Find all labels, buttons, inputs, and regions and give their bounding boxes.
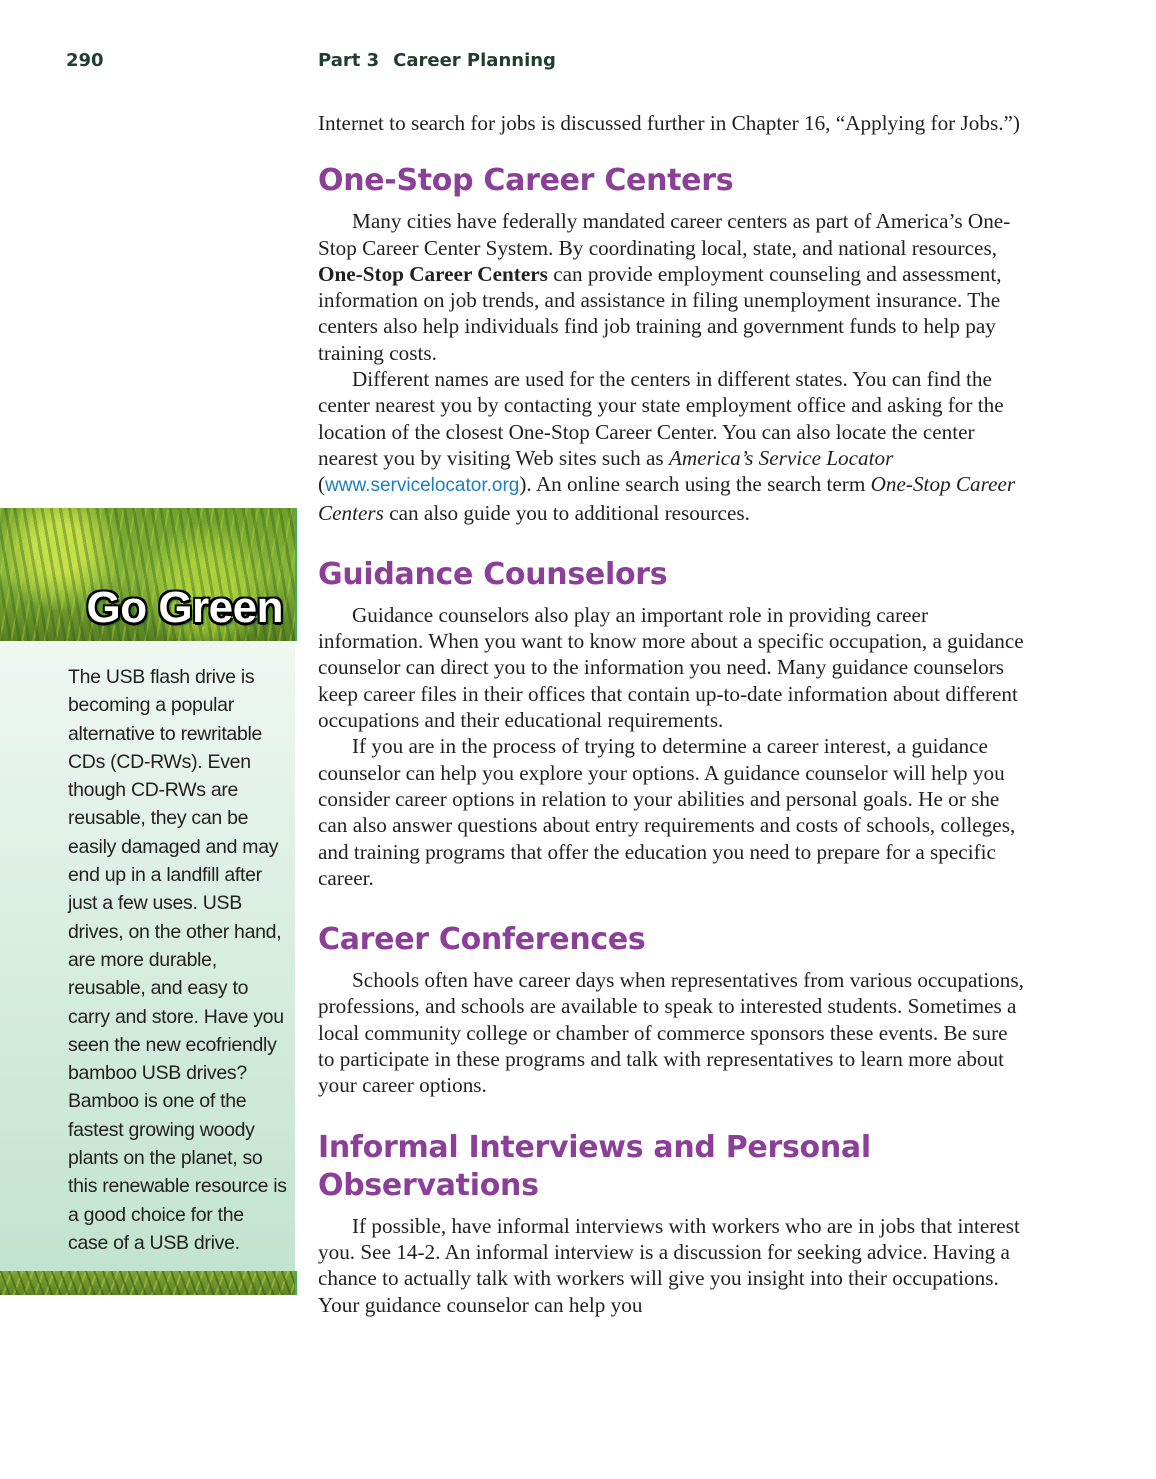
italic-term: America’s Service Locator <box>668 445 894 470</box>
paragraph: Schools often have career days when representatives from various occupations, professions, and schools are available to speak to interested students. Sometimes a local community college or chamber of commerce sponsors these events. Be sure to participate in these programs and talk with representatives to learn more about your career options. <box>318 968 1024 1098</box>
section-heading-one-stop: One-Stop Career Centers <box>318 163 734 199</box>
page-number: 290 <box>66 50 104 71</box>
part-label: Part 3 <box>318 50 380 71</box>
sidebar-text: The USB flash drive is becoming a popular alternative to rewritable CDs (CD-RWs). Even though CD-RWs are reusable, they can be easily damaged and may end up in a landfill after just a few uses. USB drives, on the other hand, are more durable, reusable, and easy to carry and store. Have you seen the new ecofriendly bamboo USB drives? Bamboo is one of the fastest growing woody plants on the planet, so this renewable resource is a good choice for the case of a USB drive. <box>68 666 287 1254</box>
foliage-photo-strip <box>0 1271 297 1295</box>
servicelocator-link[interactable]: www.servicelocator.org <box>325 475 520 497</box>
main-column <box>318 110 1028 1318</box>
italic-term: One-Stop Career Centers <box>318 472 1016 525</box>
section-heading-informal-interviews: Informal Interviews and Personal Observations <box>318 1129 871 1203</box>
paragraph: Different names are used for the centers in different states. You can find the center nearest you by contacting your state employment office and asking for the location of the closest One-Stop Career Center. You can also locate the center nearest you by visiting Web sites such as America’s Service Locator (www.servicelocator.org). An online search using the search term One-Stop Career Centers can also guide you to additional resources. <box>318 367 1016 525</box>
section-heading-guidance: Guidance Counselors <box>318 556 668 592</box>
text-run: ). An online search using the search term <box>519 472 871 497</box>
text-run: can also guide you to additional resources. <box>383 500 750 525</box>
text-run: can provide employment counseling and assessment, information on job trends, and assistance in filing unemployment insurance. The centers also help individuals find job training and government funds to help pay training costs. <box>318 261 1002 365</box>
sidebar-title: Go Green <box>86 583 283 632</box>
paragraph <box>318 208 1028 366</box>
section-heading-conferences: Career Conferences <box>318 922 646 958</box>
paragraph: If possible, have informal interviews with workers who are in jobs that interest you. See 14-2. An informal interview is a discussion for seeking advice. Having a chance to actually talk with workers will give you insight into their occupations. Your guidance counselor can help you <box>318 1213 1020 1317</box>
intro-paragraph: Internet to search for jobs is discussed further in Chapter 16, “Applying for Jobs.”) <box>318 111 1020 135</box>
paragraph: Guidance counselors also play an important role in providing career information. When you want to know more about a specific occupation, a guidance counselor can direct you to the information you need. Many guidance counselors keep career files in their offices that contain up-to-date information about different occupations and their educational requirements. <box>318 602 1024 733</box>
foliage-photo <box>0 508 297 641</box>
paragraph: If you are in the process of trying to determine a career interest, a guidance counselor can help you explore your options. A guidance counselor will help you consider career options in relation to your abilities and personal goals. He or she can also answer questions about entry requirements and costs of schools, colleges, and training programs that offer the education you need to prepare for a specific career. <box>318 734 1016 890</box>
chapter-title: Career Planning <box>393 50 556 71</box>
go-green-sidebar <box>0 508 295 1295</box>
running-head <box>318 50 556 71</box>
bold-term: One-Stop Career Centers <box>318 261 548 286</box>
text-run: Different names are used for the centers in different states. You can find the center nearest you by contacting your state employment office and asking for the location of the closest One-Stop Career Center. You can also locate the center nearest you by visiting Web sites such as <box>318 367 1004 470</box>
sidebar-body <box>0 641 295 1271</box>
text-run: Many cities have federally mandated career centers as part of America’s One-Stop Career Center System. By coordinating local, state, and national resources, <box>318 209 1011 260</box>
